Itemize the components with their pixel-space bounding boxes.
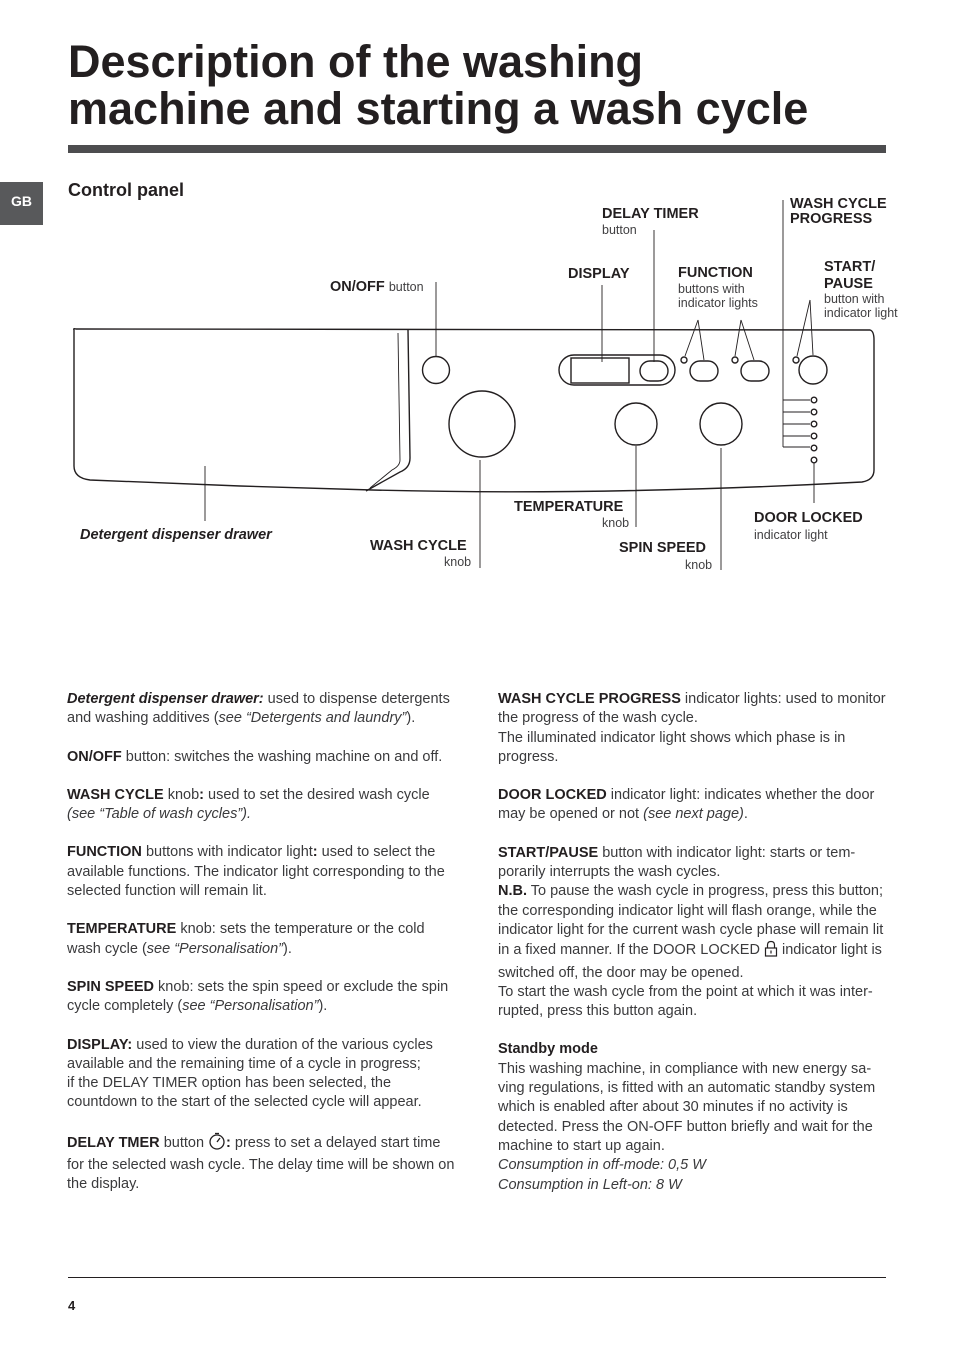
para-door-locked: DOOR LOCKED indicator light: indicates whether the door may be opened or not (see next page). (498, 787, 875, 823)
right-column (498, 690, 886, 1214)
label-function: FUNCTION (678, 265, 753, 281)
label-display: DISPLAY (568, 266, 630, 282)
para-wash-cycle: WASH CYCLE knob: used to set the desired wash cycle (see “Table of wash cycles”). (67, 786, 430, 823)
delay-timer-icon (208, 1132, 226, 1156)
para-standby: Standby mode This washing machine, in compliance with new energy sa-ving regulations, is fitted with an automatic standby system which is enabled after about 30 minutes if no activity is detected. Press the ON-OFF button briefly and wait for the machine to start up again. Consumption in off-mode: 0,5 W Consumption in Left-on: 8 W (498, 1041, 876, 1193)
label-onoff: ON/OFF button (330, 279, 424, 295)
label-delay-timer-sub: button (602, 223, 637, 237)
wash-cycle-knob-shape (449, 391, 515, 457)
para-start-pause: START/PAUSE button with indicator light: starts or tem-porarily interrupts the wash cycles. N.B. To pause the wash cycle in progress, press this button; the corresponding indicator light will flash orange, while the indicator light for the current wash cycle phase will remain lit in a fixed manner. If the DOOR LOCKED indicator light is switched off, the door may be opened. To start the wash cycle from the point at which it was inter-rupted, press this button again. (498, 844, 884, 1020)
para-detergent-drawer: Detergent dispenser drawer: used to dispense detergents and washing additives (see “Detergents and laundry”). (67, 691, 450, 727)
para-onoff: ON/OFF button: switches the washing machine on and off. (67, 748, 443, 765)
label-spin-speed-sub: knob (685, 558, 713, 572)
para-spin-speed: SPIN SPEED knob: sets the spin speed or exclude the spin cycle completely (see “Personalisation”). (67, 978, 449, 1015)
function-button-1-shape (690, 361, 718, 381)
para-temperature: TEMPERATURE knob: sets the temperature or the cold wash cycle (see “Personalisation”). (67, 921, 425, 957)
standby-title: Standby mode (498, 1041, 598, 1058)
temperature-knob-shape (615, 403, 657, 445)
label-wash-cycle: WASH CYCLE (370, 538, 467, 554)
section-title-control-panel: Control panel (68, 180, 184, 200)
language-tab: GB (0, 182, 43, 225)
spin-speed-knob-shape (700, 403, 742, 445)
function-button-2-shape (741, 361, 769, 381)
title-rule (68, 145, 886, 153)
drawer-divider (366, 330, 410, 491)
control-panel-diagram (0, 195, 954, 575)
label-wash-cycle-progress: WASH CYCLE PROGRESS (790, 196, 887, 227)
consumption-off-mode: Consumption in off-mode: 0,5 W (498, 1157, 706, 1174)
page-number: 4 (68, 1298, 76, 1313)
start-pause-button-shape (799, 356, 827, 384)
label-detergent-drawer: Detergent dispenser drawer (80, 527, 272, 543)
para-delay-timer: DELAY TMER button : press to set a delayed start time for the selected wash cycle. The delay time will be shown on the display. (67, 1132, 457, 1195)
label-wash-cycle-sub: knob (444, 555, 472, 569)
label-temperature-sub: knob (602, 516, 630, 530)
para-wash-cycle-progress: WASH CYCLE PROGRESS indicator lights: used to monitor the progress of the wash cycle. The illuminated indicator light shows which phase is in progress. (498, 691, 886, 765)
label-start-pause-sub-2: indicator light (824, 306, 898, 320)
consumption-left-on: Consumption in Left-on: 8 W (498, 1176, 682, 1193)
left-column (67, 690, 457, 1214)
panel-outline (74, 329, 874, 492)
delay-timer-button-shape (640, 361, 668, 381)
display-screen (571, 358, 629, 383)
label-spin-speed: SPIN SPEED (619, 540, 707, 556)
footer-rule (68, 1277, 886, 1278)
label-start-pause: START/ PAUSE (824, 259, 876, 292)
page-title-line-2: machine and starting a wash cycle (68, 83, 809, 134)
onoff-button-shape (423, 357, 450, 384)
label-door-locked-sub: indicator light (754, 528, 828, 542)
label-function-sub-2: indicator lights (678, 296, 758, 310)
para-function: FUNCTION buttons with indicator light: used to select the available functions. The indicator light corresponding to the selected function will remain lit. (67, 844, 445, 900)
label-start-pause-sub-1: button with (824, 292, 885, 306)
page-title (68, 38, 908, 132)
padlock-icon (764, 940, 778, 963)
label-delay-timer: DELAY TIMER (602, 206, 699, 222)
label-door-locked: DOOR LOCKED (754, 510, 863, 526)
page-title-line-1: Description of the washing (68, 36, 644, 87)
label-temperature: TEMPERATURE (514, 499, 624, 515)
label-function-sub-1: buttons with (678, 282, 745, 296)
para-display: DISPLAY: used to view the duration of the various cycles available and the remaining time of a cycle in progress; if the DELAY TIMER option has been selected, the countdown to the start of the selected cycle will appear. (67, 1036, 433, 1111)
